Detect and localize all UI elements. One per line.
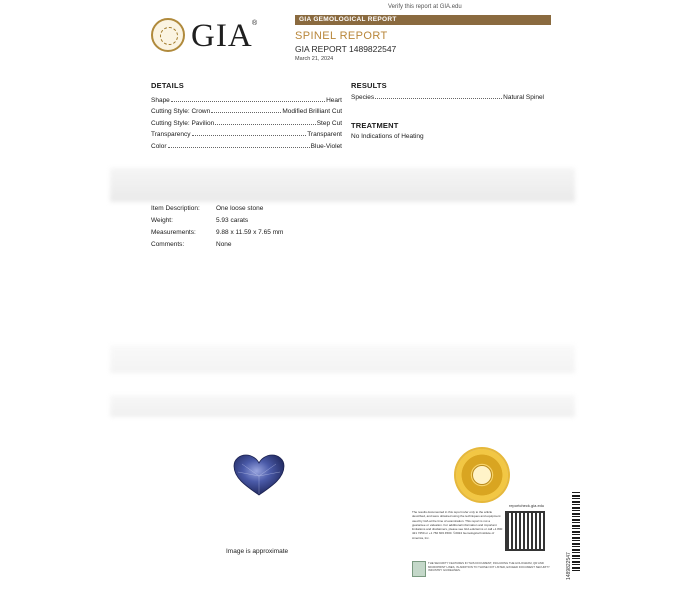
- details-value: Modified Brilliant Cut: [282, 108, 342, 116]
- gia-seal-icon: [151, 18, 185, 52]
- image-approximate-note: Image is approximate: [226, 548, 289, 555]
- treatment-heading: TREATMENT: [351, 121, 399, 130]
- results-value: Natural Spinel: [503, 93, 544, 101]
- details-row-pavilion: [151, 115, 342, 127]
- item-row-description: [151, 205, 351, 215]
- heart-stone-image: [232, 454, 286, 496]
- item-label: Measurements:: [151, 229, 196, 236]
- details-row-color: [151, 138, 342, 150]
- details-list: [151, 92, 342, 150]
- details-value: Blue-Violet: [310, 142, 342, 150]
- blurred-section: [110, 345, 575, 373]
- report-date: March 21, 2024: [295, 56, 334, 62]
- details-row-crown: [151, 104, 342, 116]
- item-value: 5.93 carats: [216, 217, 249, 224]
- gold-hologram-seal: [456, 449, 508, 501]
- report-number: GIA REPORT 1489822547: [295, 44, 397, 54]
- details-value: Transparent: [307, 131, 342, 139]
- details-label: Shape: [151, 96, 170, 104]
- details-label: Color: [151, 142, 167, 150]
- results-list: [351, 89, 544, 101]
- details-heading: DETAILS: [151, 81, 184, 90]
- item-row-weight: [151, 217, 351, 227]
- details-label: Cutting Style: Pavilion: [151, 119, 215, 127]
- details-value: Step Cut: [316, 119, 342, 127]
- barcode-number: 1489822547: [566, 552, 572, 580]
- qr-code[interactable]: [505, 511, 545, 551]
- details-row-shape: [151, 92, 342, 104]
- item-value: None: [216, 241, 232, 248]
- security-lock-icon: [412, 561, 426, 577]
- disclaimer-text: The results documented in this report refer only to the article described, and were obtained using the techniques and equipment used by GIA at the time of examination. This report is not a guarantee or valuation. For additional information and important limitations and disclaimers, please see GIA.edu/terms or call +1 800 421 7250 or +1 760 603 4500. ©2024 Gemological Institute of America, Inc.: [412, 510, 503, 540]
- item-row-measurements: [151, 229, 351, 239]
- blurred-section: [110, 395, 575, 417]
- blurred-section: [110, 168, 575, 202]
- logo-wordmark: GIA: [191, 18, 253, 54]
- security-features-text: THE SECURITY FEATURES IN THIS DOCUMENT, INCLUDING THE HOLOGRAM, QR AND MICROPRINT LINES, IN ADDITION TO THOSE NOT LISTED, EXCEED DOCUMENT SECURITY INDUSTRY GUIDELINES.: [428, 561, 550, 573]
- item-label: Comments:: [151, 241, 185, 248]
- qr-label[interactable]: reportcheck.gia.edu: [509, 503, 545, 508]
- results-row-species: [351, 89, 544, 101]
- item-value: One loose stone: [216, 205, 264, 212]
- logo-registered-mark: ®: [252, 20, 258, 27]
- details-row-transparency: [151, 127, 342, 139]
- details-label: Cutting Style: Crown: [151, 108, 211, 116]
- report-type-band: GIA GEMOLOGICAL REPORT: [295, 15, 551, 25]
- report-title: SPINEL REPORT: [295, 30, 388, 42]
- item-label: Weight:: [151, 217, 173, 224]
- details-value: Heart: [326, 96, 342, 104]
- item-row-comments: [151, 241, 351, 251]
- treatment-text: No Indications of Heating: [351, 133, 424, 140]
- results-label: Species: [351, 93, 375, 101]
- barcode: [572, 492, 580, 572]
- gia-logo: [151, 18, 261, 54]
- verify-text: Verify this report at GIA.edu: [388, 4, 462, 10]
- item-label: Item Description:: [151, 205, 200, 212]
- item-value: 9.88 x 11.59 x 7.65 mm: [216, 229, 284, 236]
- details-label: Transparency: [151, 131, 191, 139]
- item-table: [151, 205, 351, 253]
- results-heading: RESULTS: [351, 81, 387, 90]
